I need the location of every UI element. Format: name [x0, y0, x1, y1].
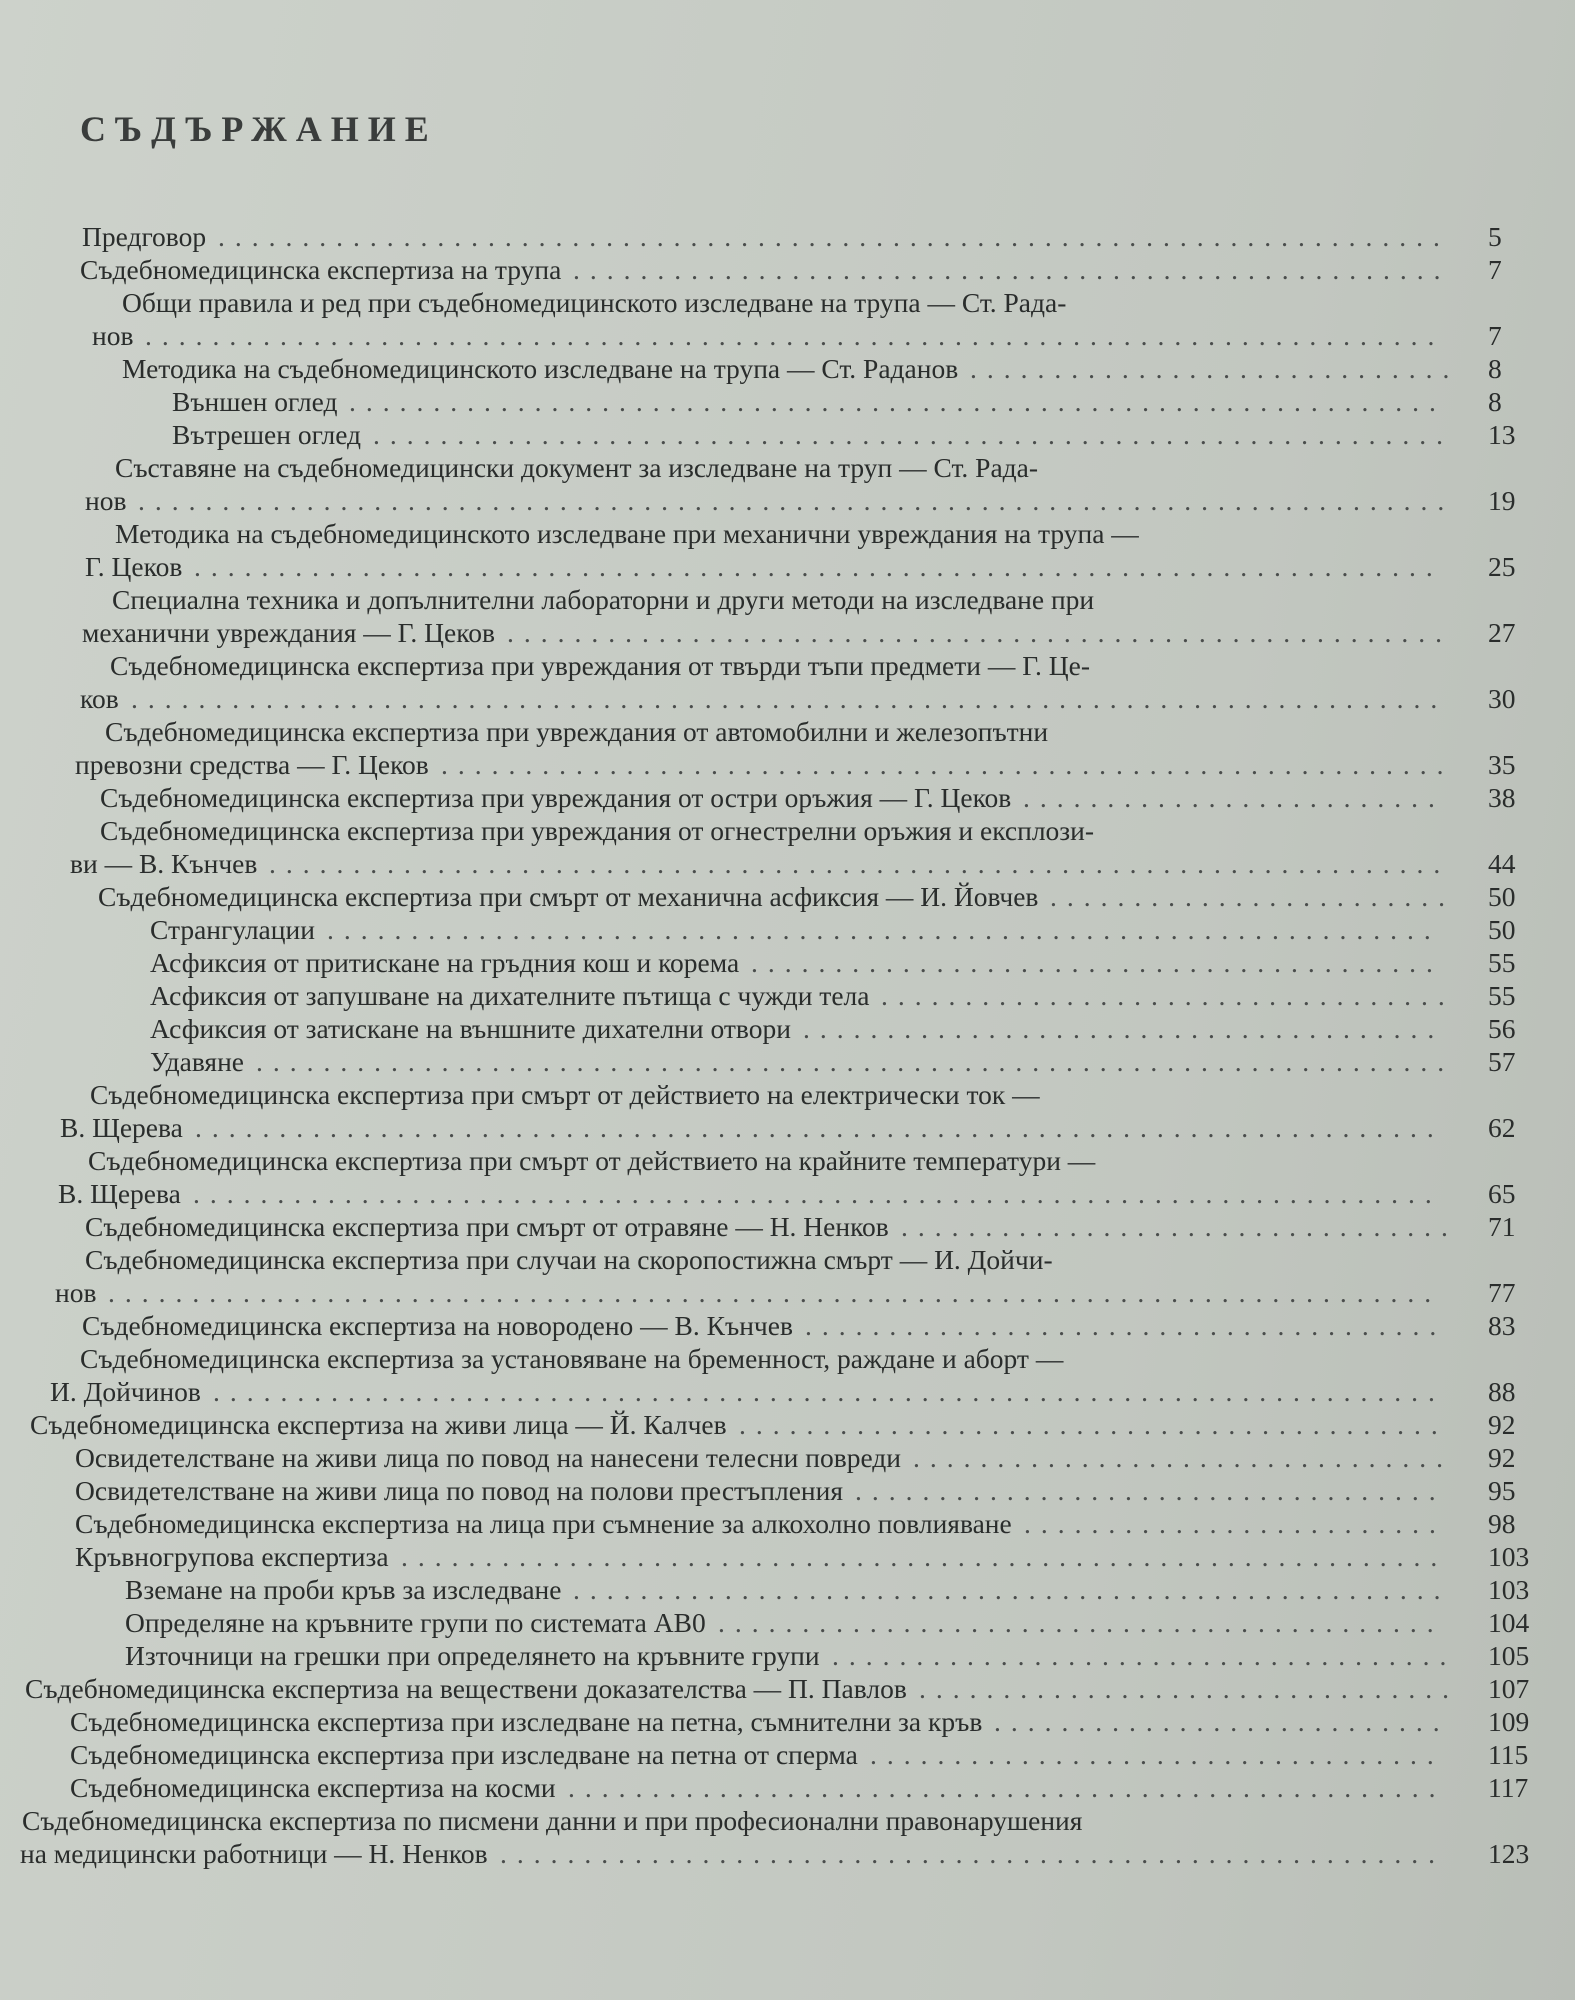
toc-page-number: 123 — [1488, 1838, 1530, 1869]
toc-entry-title: Съдебномедицинска експертиза при смърт от действието на електрически ток — — [90, 1079, 1040, 1110]
toc-entry-continuation — [0, 748, 1575, 781]
toc-entry-title: Асфиксия от притискане на гръдния кош и корема — [150, 947, 740, 978]
toc-entry-title: ви — В. Кънчев — [70, 848, 258, 879]
toc-entry-continuation — [0, 847, 1575, 880]
toc-page-number: 115 — [1488, 1739, 1529, 1770]
toc-page-number: 83 — [1488, 1310, 1516, 1341]
toc-entry — [0, 583, 1575, 616]
toc-entry-continuation — [0, 550, 1575, 583]
toc-entry-title: Съдебномедицинска експертиза при смърт от действието на крайните температури — — [88, 1145, 1096, 1176]
toc-page-number: 56 — [1488, 1013, 1516, 1044]
toc-page-number: 95 — [1488, 1475, 1516, 1506]
dot-leader: .......................................... — [739, 1409, 1448, 1440]
toc-entry — [0, 1144, 1575, 1177]
toc-entry-title: Удавяне — [150, 1046, 245, 1077]
toc-entry — [0, 946, 1575, 979]
toc-entry-title: Вземане на проби кръв за изследване — [125, 1574, 562, 1605]
toc-page-number: 13 — [1488, 419, 1516, 450]
toc-page-number: 77 — [1488, 1277, 1516, 1308]
toc-entry — [0, 1012, 1575, 1045]
toc-entry — [0, 517, 1575, 550]
toc-entry-continuation — [0, 1276, 1575, 1309]
toc-entry-title: Освидетелстване на живи лица по повод на полови престъпления — [75, 1475, 843, 1506]
dot-leader: ...................................... — [805, 1310, 1447, 1341]
toc-page-number: 103 — [1488, 1574, 1530, 1605]
toc-entry-title: Съдебномедицинска експертиза за установяване на бременност, раждане и аборт — — [80, 1343, 1064, 1374]
toc-entry — [0, 1573, 1575, 1606]
toc-page-number: 55 — [1488, 980, 1516, 1011]
dot-leader: ............................................................................... — [108, 1277, 1442, 1308]
dot-leader: .......................................................................... — [194, 551, 1443, 582]
toc-entry-title: Вътрешен оглед — [172, 419, 362, 450]
toc-page-number: 107 — [1488, 1673, 1530, 1704]
toc-entry — [0, 1309, 1575, 1342]
toc-entry-title: В. Щерева — [60, 1112, 183, 1143]
toc-entry-title: Съдебномедицинска експертиза при увреждания от огнестрелни оръжия и експлози- — [100, 815, 1095, 846]
dot-leader: .............................................................................. — [138, 485, 1455, 516]
toc-entry — [0, 781, 1575, 814]
toc-page-number: 7 — [1488, 320, 1502, 351]
toc-entry-title: Определяне на кръвните групи по системата АВ0 — [125, 1607, 706, 1638]
dot-leader: ................................ — [919, 1673, 1459, 1704]
toc-page-number: 50 — [1488, 914, 1516, 945]
toc-entry-continuation — [0, 319, 1575, 352]
toc-entry-title: Съдебномедицинска експертиза на лица при съмнение за алкохолно повлияване — [75, 1508, 1012, 1539]
dot-leader: ...................................... — [803, 1013, 1445, 1044]
dot-leader: ......................................................................... — [213, 1376, 1445, 1407]
toc-entry — [0, 1540, 1575, 1573]
toc-entry-title: Съдебномедицинска експертиза на новородено — В. Кънчев — [82, 1310, 793, 1341]
dot-leader: ............................................................................. — [145, 320, 1445, 351]
dot-leader: ......................................... — [751, 947, 1443, 978]
toc-entry-title: на медицински работници — Н. Ненков — [20, 1838, 488, 1869]
dot-leader: ........................................................ — [500, 1838, 1445, 1869]
toc-page-number: 35 — [1488, 749, 1516, 780]
toc-entry — [0, 1210, 1575, 1243]
toc-page-number: 7 — [1488, 254, 1502, 285]
toc-entry-continuation — [0, 1837, 1575, 1870]
toc-page-number: 19 — [1488, 485, 1516, 516]
toc-entry-title: Съдебномедицинска експертиза при смърт от отравяне — Н. Ненков — [85, 1211, 889, 1242]
toc-entry-title: Съдебномедицинска експертиза при случаи на скоропостижна смърт — И. Дойчи- — [85, 1244, 1053, 1275]
toc-entry — [0, 1639, 1575, 1672]
toc-entry-title: Асфиксия от запушване на дихателните пътища с чужди тела — [150, 980, 870, 1011]
toc-entry — [0, 1243, 1575, 1276]
toc-entry-continuation — [0, 1111, 1575, 1144]
toc-page-number: 65 — [1488, 1178, 1516, 1209]
dot-leader: ...................................................................... — [269, 848, 1451, 879]
toc-page-number: 44 — [1488, 848, 1516, 879]
toc-page-number: 57 — [1488, 1046, 1516, 1077]
toc-page-number: 62 — [1488, 1112, 1516, 1143]
dot-leader: .............................................................. — [401, 1541, 1448, 1572]
toc-entry — [0, 1606, 1575, 1639]
toc-entry — [0, 1705, 1575, 1738]
dot-leader: ................................ — [913, 1442, 1453, 1473]
dot-leader: ................................................................ — [373, 419, 1453, 450]
toc-entry-continuation — [0, 1375, 1575, 1408]
toc-entry-title: Кръвногрупова експертиза — [75, 1541, 389, 1572]
toc-entry — [0, 649, 1575, 682]
toc-entry — [0, 253, 1575, 286]
toc-entry-title: нов — [92, 320, 134, 351]
toc-page-number: 8 — [1488, 386, 1502, 417]
dot-leader: ......................... — [1023, 782, 1445, 813]
dot-leader: ..................................... — [832, 1640, 1457, 1671]
toc-entry-title: Съдебномедицинска експертиза при изследване на петна, съмнителни за кръв — [70, 1706, 983, 1737]
toc-entry-continuation — [0, 1177, 1575, 1210]
toc-page-number: 38 — [1488, 782, 1516, 813]
toc-entry-continuation — [0, 484, 1575, 517]
toc-entry — [0, 715, 1575, 748]
toc-page-number: 98 — [1488, 1508, 1516, 1539]
dot-leader: ................................... — [855, 1475, 1446, 1506]
toc-entry-title: Г. Цеков — [85, 551, 183, 582]
dot-leader: ................................................................. — [349, 386, 1446, 417]
dot-leader: .................................. — [870, 1739, 1444, 1770]
toc-page-number: 8 — [1488, 353, 1502, 384]
toc-entry — [0, 913, 1575, 946]
toc-entry — [0, 1342, 1575, 1375]
toc-page-number: 71 — [1488, 1211, 1516, 1242]
toc-entry — [0, 1507, 1575, 1540]
dot-leader: ................................. — [901, 1211, 1458, 1242]
dot-leader: ........................................... — [718, 1607, 1444, 1638]
dot-leader: ....................................................................... — [256, 1046, 1455, 1077]
toc-page-number: 103 — [1488, 1541, 1530, 1572]
dot-leader: .......................................................................... — [193, 1178, 1442, 1209]
toc-entry — [0, 418, 1575, 451]
toc-entry — [0, 1771, 1575, 1804]
toc-entry-title: ков — [80, 683, 119, 714]
toc-page-number: 104 — [1488, 1607, 1530, 1638]
dot-leader: .................................................... — [573, 254, 1451, 285]
dot-leader: ........................................................ — [507, 617, 1452, 648]
toc-page-number: 88 — [1488, 1376, 1516, 1407]
toc-entry-continuation — [0, 682, 1575, 715]
toc-entry-title: Съдебномедицинска експертиза при увреждания от остри оръжия — Г. Цеков — [100, 782, 1012, 813]
toc-entry-title: Предговор — [82, 221, 207, 252]
toc-entry-title: превозни средства — Г. Цеков — [75, 749, 429, 780]
toc-entry — [0, 1738, 1575, 1771]
toc-entry-continuation — [0, 616, 1575, 649]
toc-entry-title: Съдебномедицинска експертиза на веществени доказателства — П. Павлов — [25, 1673, 907, 1704]
toc-entry-title: Съдебномедицинска експертиза по писмени данни и при професионални правонарушения — [22, 1805, 1083, 1836]
toc-entry-title: И. Дойчинов — [50, 1376, 201, 1407]
toc-entry-title: Странгулации — [150, 914, 315, 945]
toc-page-number: 105 — [1488, 1640, 1530, 1671]
toc-entry — [0, 1672, 1575, 1705]
dot-leader: .................................................... — [573, 1574, 1451, 1605]
toc-entry-title: Съдебномедицинска експертиза при изследване на петна от сперма — [70, 1739, 858, 1770]
toc-page-number: 92 — [1488, 1442, 1516, 1473]
toc-entry-title: Източници на грешки при определянето на кръвните групи — [125, 1640, 820, 1671]
toc-page-number: 109 — [1488, 1706, 1530, 1737]
toc-page-number: 5 — [1488, 221, 1502, 252]
toc-entry — [0, 1804, 1575, 1837]
dot-leader: ......................................................................... — [218, 221, 1450, 252]
toc-page-number: 30 — [1488, 683, 1516, 714]
toc-entry-title: Асфиксия от затискане на външните дихателни отвори — [150, 1013, 791, 1044]
toc-entry-title: нов — [85, 485, 127, 516]
toc-entry — [0, 979, 1575, 1012]
toc-entry — [0, 814, 1575, 847]
dot-leader: .................................................... — [568, 1772, 1446, 1803]
toc-entry — [0, 1441, 1575, 1474]
toc-entry — [0, 385, 1575, 418]
toc-entry — [0, 286, 1575, 319]
toc-entry-title: Общи правила и ред при съдебномедицинското изследване на трупа — Ст. Рада- — [122, 287, 1067, 318]
dot-leader: ........................... — [994, 1706, 1450, 1737]
toc-entry — [0, 1078, 1575, 1111]
toc-page-number: 55 — [1488, 947, 1516, 978]
toc-page-number: 92 — [1488, 1409, 1516, 1440]
dot-leader: ............................................................ — [441, 749, 1454, 780]
dot-leader: ......................... — [1024, 1508, 1446, 1539]
dot-leader: .................................................................. — [327, 914, 1441, 945]
toc-entry-title: Външен оглед — [172, 386, 338, 417]
toc-entry — [0, 220, 1575, 253]
toc-entry — [0, 880, 1575, 913]
toc-entry-title: Методика на съдебномедицинското изследване при механични увреждания на трупа — — [115, 518, 1139, 549]
toc-entry-title: нов — [55, 1277, 97, 1308]
toc-entry — [0, 1474, 1575, 1507]
dot-leader: ............................. — [970, 353, 1460, 384]
page-title: СЪДЪРЖАНИЕ — [80, 109, 438, 149]
dot-leader: .................................. — [881, 980, 1455, 1011]
toc-entry-title: Съдебномедицинска експертиза при увреждания от твърди тъпи предмети — Г. Це- — [110, 650, 1091, 681]
toc-entry — [0, 1408, 1575, 1441]
toc-entry-title: Съдебномедицинска експертиза на трупа — [80, 254, 562, 285]
toc-entry-title: Съдебномедицинска експертиза на косми — [70, 1772, 556, 1803]
toc-page-number: 117 — [1488, 1772, 1529, 1803]
dot-leader: .......................................................................... — [195, 1112, 1444, 1143]
dot-leader: .............................................................................. — [131, 683, 1448, 714]
toc-entry-title: механични увреждания — Г. Цеков — [82, 617, 495, 648]
toc-entry-title: Съдебномедицинска експертиза при увреждания от автомобилни и железопътни — [105, 716, 1049, 747]
toc-entry-title: Съставяне на съдебномедицински документ за изследване на труп — Ст. Рада- — [115, 452, 1039, 483]
toc-page-number: 27 — [1488, 617, 1516, 648]
toc-page-number: 50 — [1488, 881, 1516, 912]
toc-entry — [0, 1045, 1575, 1078]
toc-entry-title: Освидетелстване на живи лица по повод на нанесени телесни повреди — [75, 1442, 902, 1473]
dot-leader: ........................ — [1050, 881, 1455, 912]
toc-entry — [0, 352, 1575, 385]
toc-entry-title: Методика на съдебномедицинското изследване на трупа — Ст. Радaнов — [122, 353, 959, 384]
toc-entry-title: Съдебномедицинска експертиза при смърт от механична асфиксия — И. Йовчев — [98, 881, 1039, 912]
toc-entry-title: В. Щерева — [58, 1178, 181, 1209]
toc-page-number: 25 — [1488, 551, 1516, 582]
table-of-contents — [0, 220, 1575, 1870]
toc-entry — [0, 451, 1575, 484]
toc-entry-title: Специална техника и допълнителни лабораторни и други методи на изследване при — [112, 584, 1095, 615]
toc-entry-title: Съдебномедицинска експертиза на живи лица — Й. Калчев — [30, 1409, 727, 1440]
